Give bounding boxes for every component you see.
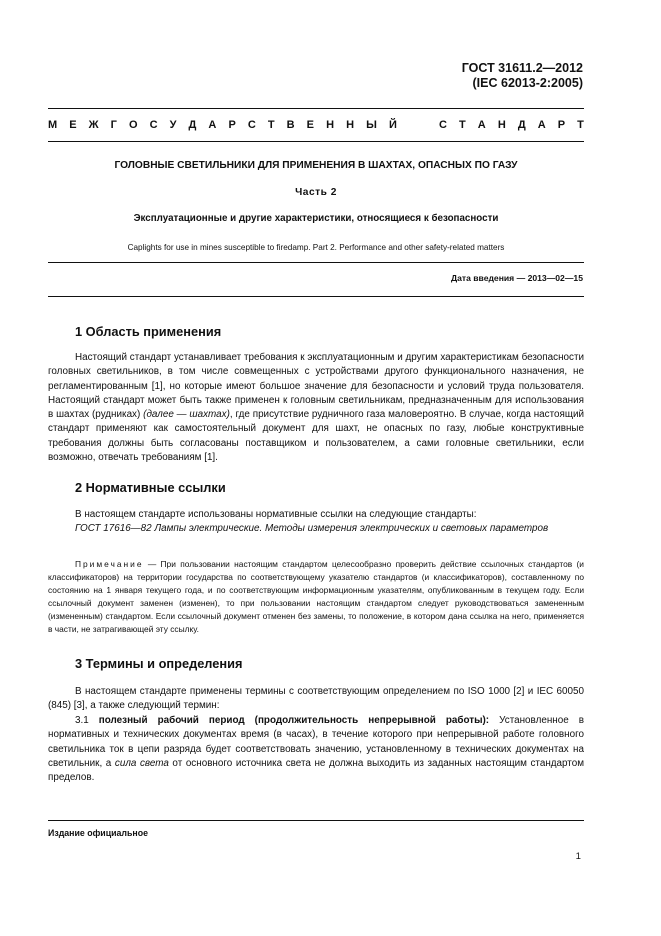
section-1-text-end: , где присутствие рудничного газа маловероятно. В случае, когда настоящий стандарт применяют как самостоятельный документ для шахт, не опасных по газу, любые конструктивные требования должны быть согласованы поставщиком и пользователем, а сами головные светильники, если возможно, отвечать требованиям [1]. <box>48 409 585 464</box>
standard-type-banner <box>48 119 584 131</box>
term-definition-text: Установленное в нормативных и технических документах время (в часах), в течение которого при непрерывной работе головного светильника ток в цепи разряда будет соответствовать значению, установленному в технических документах на светильник, а <box>48 715 585 769</box>
banner-letter: Ж <box>88 119 99 131</box>
subtitle: Эксплуатационные и другие характеристики, относящиеся к безопасности <box>133 213 499 224</box>
banner-letter: А <box>208 119 217 131</box>
banner-letter: Ы <box>366 119 377 131</box>
banner-letter: С <box>438 119 447 131</box>
gost-header <box>462 61 583 91</box>
term-definition-end: от основного источника света не должна выходить из заданных настоящим стандартом пределов. <box>48 757 584 784</box>
banner-letter: Н <box>346 119 355 131</box>
normative-reference: ГОСТ 17616—82 Лампы электрические. Методы измерения электрических и световых параметров <box>75 523 549 534</box>
english-title: Caplights for use in mines susceptible to firedamp. Part 2. Performance and other safety-related matters <box>127 243 505 252</box>
section-2-heading: 2 Нормативные ссылки <box>75 480 226 495</box>
term-name: полезный рабочий период (продолжительность непрерывной работы): <box>98 715 490 726</box>
banner-letter: М <box>48 119 58 131</box>
banner-letter: Й <box>388 119 397 131</box>
section-3-heading: 3 Термины и определения <box>75 656 243 671</box>
section-1-text: Настоящий стандарт устанавливает требования к эксплуатационным и другим характеристикам безопасности головных светильников, в том числе совмещенных с устройствами другого функционального назначения, не регламентированным [1], но которые имеют большое значение для безопасности и условий труда пользователя. Настоящий стандарт может быть также применен к головным светильникам, предназначенным для использования в шахтах (рудниках) <box>48 352 584 421</box>
banner-letter: О <box>128 119 138 131</box>
banner-letter: Р <box>557 119 566 131</box>
banner-letter: Е <box>306 119 315 131</box>
term-definition <box>48 714 584 785</box>
section-2-paragraph: В настоящем стандарте использованы нормативные ссылки на следующие стандарты: <box>75 509 477 520</box>
term-number: 3.1 <box>75 715 89 726</box>
banner-letter: Г <box>110 119 117 131</box>
section-1-paragraph <box>48 351 584 465</box>
banner-word-gap <box>409 119 427 131</box>
banner-letter: Т <box>267 119 275 131</box>
gost-number: ГОСТ 31611.2—2012 <box>461 61 583 75</box>
banner-letter: Т <box>577 119 584 131</box>
banner-letter: С <box>149 119 158 131</box>
section-3-paragraph: В настоящем стандарте применены термины с соответствующим определением по ISO 1000 [2] и IEC 60050 (845) [3], а также следующий термин: <box>48 686 584 712</box>
term-italic: сила света <box>114 757 169 769</box>
date-rule <box>48 296 584 297</box>
banner-letter: А <box>537 119 546 131</box>
title-rule <box>48 262 584 263</box>
note-label: Примечание <box>75 559 144 569</box>
page-number: 1 <box>575 851 581 862</box>
introduction-date: Дата введения — 2013—02—15 <box>450 273 583 283</box>
banner-letter: Д <box>517 119 526 131</box>
iec-number: (IEC 62013-2:2005) <box>472 76 583 90</box>
banner-letter: Д <box>188 119 197 131</box>
note-paragraph <box>48 558 584 636</box>
banner-letter: Р <box>228 119 236 131</box>
footer-rule <box>48 820 584 821</box>
part-title: Часть 2 <box>295 187 337 198</box>
note-text: — При пользовании настоящим стандартом целесообразно проверить действие ссылочных стандартов (и классификаторов) на территории государства по соответствующему указателю стандартов (и классификаторов), составленному по состоянию на 1 января текущего года, и по соответствующим информационным указателям, опубликованным в текущем году. Если ссылочный документ заменен (изменен), то при пользовании настоящим стандартом следует руководствоваться замененным (измененным) стандартом. Если ссылочный документ отменен без замены, то положение, в котором дана ссылка на него, применяется в части, не затрагивающей эту ссылку. <box>48 559 584 634</box>
banner-letter: А <box>477 119 486 131</box>
banner-letter: У <box>169 119 177 131</box>
edition-label: Издание официальное <box>48 828 148 838</box>
banner-letter: В <box>286 119 295 131</box>
section-1-italic: (далее — шахтах) <box>143 409 230 421</box>
banner-letter: Н <box>326 119 335 131</box>
banner-letter: Е <box>69 119 77 131</box>
main-title: ГОЛОВНЫЕ СВЕТИЛЬНИКИ ДЛЯ ПРИМЕНЕНИЯ В ШАХТАХ, ОПАСНЫХ ПО ГАЗУ <box>114 160 518 171</box>
banner-rule <box>48 141 584 142</box>
section-1-heading: 1 Область применения <box>75 324 222 339</box>
banner-letter: С <box>247 119 256 131</box>
banner-letter: Н <box>497 119 506 131</box>
top-rule <box>48 108 584 109</box>
banner-letter: Т <box>459 119 466 131</box>
